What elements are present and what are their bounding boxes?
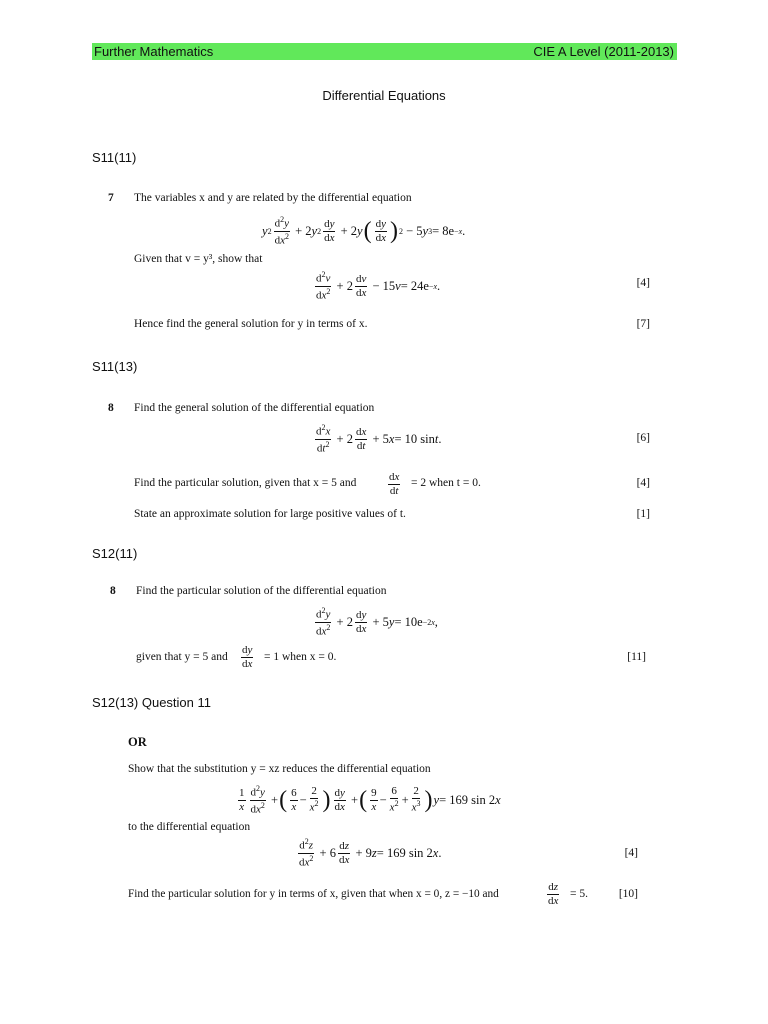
- or-label: OR: [128, 735, 147, 749]
- page-title: Differential Equations: [322, 88, 446, 103]
- marks: [1]: [636, 508, 650, 520]
- question-intro: The variables x and y are related by the differential equation: [134, 192, 412, 204]
- marks: [10]: [618, 888, 638, 900]
- equation-s12-11-main: $\frac{d^2y}{dx^2}$ + 2 $\frac{dy}{dx}$ + 5 y = 10e −2x ,: [316, 605, 438, 638]
- header-course: CIE A Level (2011-2013): [533, 44, 674, 59]
- question-number: 7: [108, 192, 114, 204]
- question-intro: Find the particular solution of the differential equation: [136, 585, 387, 597]
- question-number: 8: [110, 585, 116, 597]
- equation-s11-11-v: $\frac{d^2v}{dx^2}$ + 2 $\frac{dv}{dx}$ − 15 v = 24e −x .: [316, 269, 441, 302]
- to-text: to the differential equation: [128, 821, 251, 833]
- inline-derivative-dz-dx: $\frac{dz}{dx}$: [548, 880, 559, 907]
- equation-s12-13-z: $\frac{d^2z}{dx^2}$ + 6 $\frac{dz}{dx}$ + 9 z = 169 sin 2 x .: [299, 836, 442, 869]
- final-text: Find the particular solution for y in terms of x, given that when x = 0, z = −10 and: [128, 888, 499, 900]
- final-text-end: = 5.: [570, 888, 588, 900]
- inline-derivative-dy-dx: $\frac{dy}{dx}$: [242, 643, 253, 670]
- question-intro: Show that the substitution y = xz reduces the differential equation: [128, 763, 431, 775]
- given-text: given that y = 5 and: [136, 651, 228, 663]
- header-subject: Further Mathematics: [94, 44, 214, 59]
- equation-s12-13-main: $\frac{1}{x}$ $\frac{d^2y}{dx^2}$ + ( $\frac{6}{x}$ − $\frac{2}{x^2}$ ) $\frac{dy}{dx}$ + ( $\frac{9}{x}$ − $\frac{6}{x^2}$ + $\frac{2}{x^3}$ ) y = 169 sin 2 x: [239, 783, 501, 816]
- marks: [11]: [627, 651, 646, 663]
- equation-s11-11-main: y 2 $\frac{d^2y}{dx^2}$ + 2 y 2 $\frac{dy}{dx}$ + 2 y ( $\frac{dy}{dx}$ ) 2 − 5 y 3 = 8e −x .: [262, 214, 466, 247]
- inline-derivative-dx-dt: $\frac{dx}{dt}$: [389, 470, 400, 497]
- given-text-end: = 1 when x = 0.: [264, 651, 337, 663]
- marks: [4]: [636, 277, 650, 289]
- marks: [7]: [636, 318, 650, 330]
- hence-text: Hence find the general solution for y in terms of x.: [134, 318, 368, 330]
- approx-text: State an approximate solution for large positive values of t.: [134, 508, 406, 520]
- question-number: 8: [108, 402, 114, 414]
- section-label-s12-13: S12(13) Question 11: [92, 695, 211, 710]
- equation-s11-13-main: $\frac{d^2x}{dt^2}$ + 2 $\frac{dx}{dt}$ + 5 x = 10 sin t .: [316, 422, 442, 455]
- section-label-s11-11: S11(11): [92, 150, 137, 165]
- given-text: Given that v = y³, show that: [134, 253, 263, 265]
- particular-text: Find the particular solution, given that x = 5 and: [134, 477, 357, 489]
- section-label-s11-13: S11(13): [92, 359, 138, 374]
- marks: [4]: [624, 847, 638, 859]
- section-label-s12-11: S12(11): [92, 546, 138, 561]
- question-intro: Find the general solution of the differential equation: [134, 402, 375, 414]
- particular-text-end: = 2 when t = 0.: [411, 477, 481, 489]
- marks: [6]: [636, 432, 650, 444]
- marks: [4]: [636, 477, 650, 489]
